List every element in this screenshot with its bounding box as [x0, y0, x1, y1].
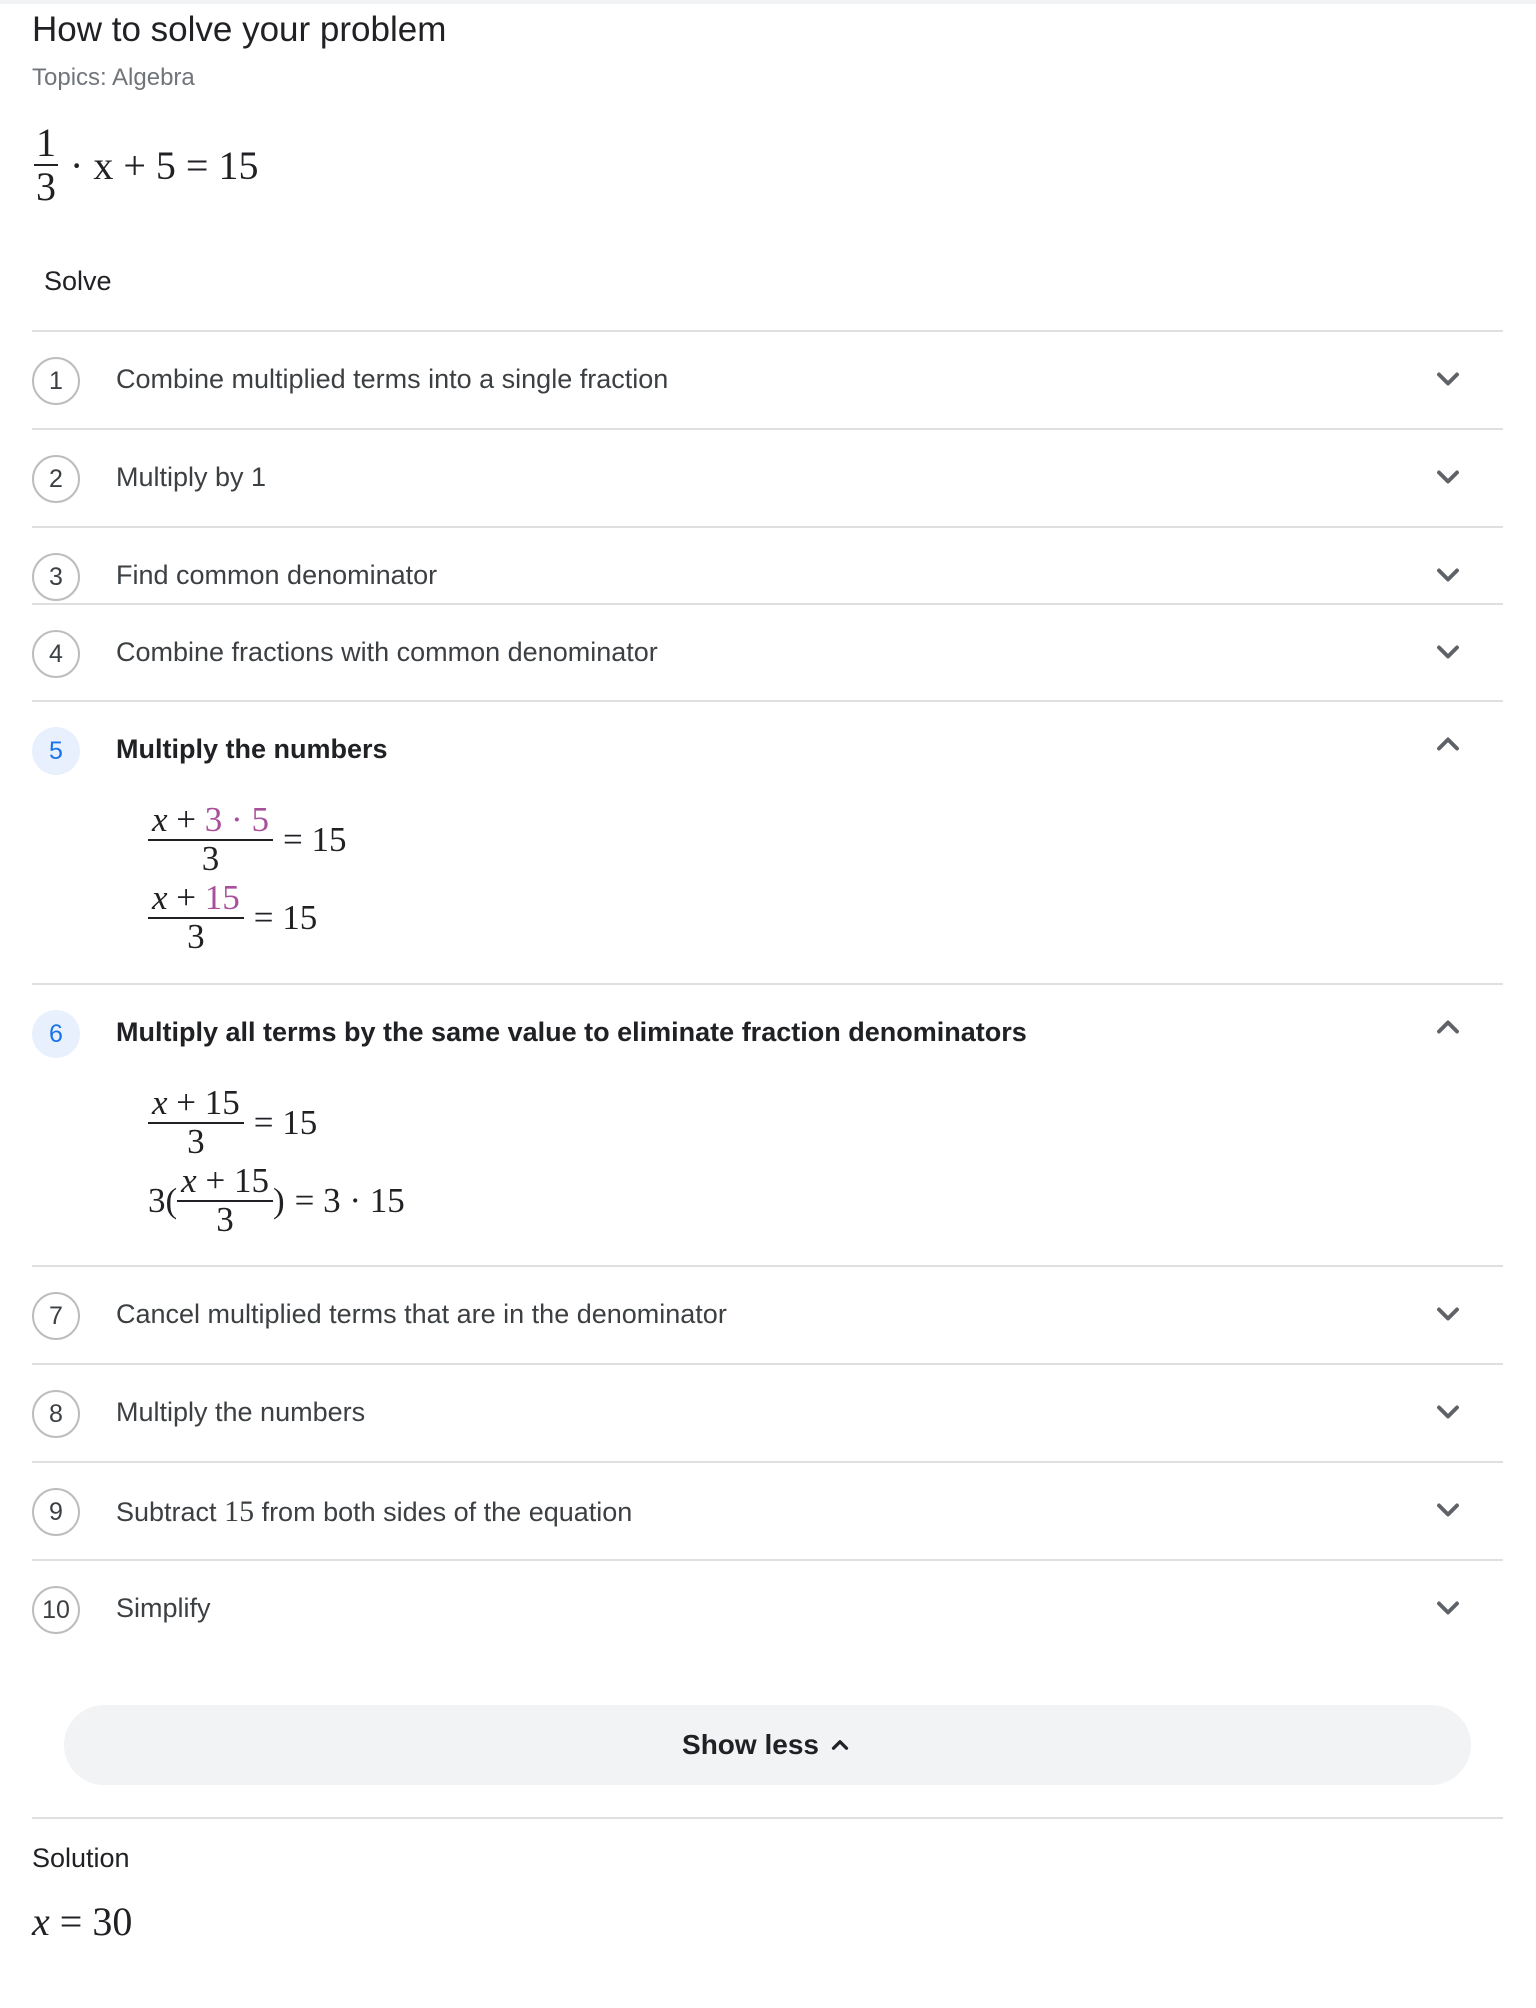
step-title: Multiply by 1 [116, 462, 267, 492]
solution-equation [32, 1898, 132, 1945]
step-5-work-line-1: $\frac{x + 3 \cdot 5}{3}$ = 15 [148, 802, 346, 878]
chevron-down-icon[interactable] [1430, 634, 1466, 670]
work-fraction: $\frac{x + 15}{3}$ [148, 880, 244, 956]
step-7[interactable] [32, 1265, 1503, 1363]
step-number-badge: 2 [32, 455, 80, 503]
step-9[interactable] [32, 1461, 1503, 1559]
solve-heading: Solve [44, 266, 112, 296]
step-title: Multiply the numbers [116, 1397, 366, 1427]
divider [32, 1817, 1503, 1819]
step-2[interactable] [32, 428, 1503, 526]
step-title: Combine multiplied terms into a single fraction [116, 364, 669, 394]
highlighted-term: 15 [204, 878, 240, 917]
step-title: Find common denominator [116, 560, 438, 590]
work-fraction: $\frac{x + 15}{3}$ [148, 1085, 244, 1161]
chevron-down-icon[interactable] [1430, 1394, 1466, 1430]
problem-equation [32, 122, 258, 208]
step-number-badge: 6 [32, 1010, 80, 1058]
page-title: How to solve your problem [32, 10, 447, 49]
step-3[interactable] [32, 526, 1503, 603]
chevron-down-icon[interactable] [1430, 1296, 1466, 1332]
step-6-work-line-1: $\frac{x + 15}{3}$ = 15 [148, 1085, 317, 1161]
step-number-badge: 7 [32, 1292, 80, 1340]
step-6-work-line-2: 3( $\frac{x + 15}{3}$ ) = 3 · 15 [148, 1161, 405, 1239]
problem-fraction-numerator: 1 [36, 120, 56, 165]
show-less-button[interactable] [64, 1705, 1471, 1785]
chevron-down-icon[interactable] [1430, 1590, 1466, 1626]
step-number-badge: 8 [32, 1390, 80, 1438]
problem-fraction-denominator: 3 [36, 164, 56, 209]
step-title: Multiply the numbers [116, 734, 388, 764]
show-less-label: Show less [682, 1729, 819, 1760]
step-title: Subtract 15 from both sides of the equation [116, 1495, 633, 1528]
step-number-badge: 3 [32, 553, 80, 601]
work-fraction: $\frac{x + 3 \cdot 5}{3}$ [148, 802, 273, 878]
work-fraction: $\frac{x + 15}{3}$ [177, 1163, 273, 1239]
chevron-up-icon[interactable] [1430, 726, 1466, 762]
chevron-down-icon[interactable] [1430, 557, 1466, 593]
step-4[interactable] [32, 603, 1503, 700]
step-number-badge: 4 [32, 630, 80, 678]
solution-heading: Solution [32, 1843, 130, 1873]
top-border [0, 0, 1536, 4]
step-title: Multiply all terms by the same value to eliminate fraction denominators [116, 1017, 1027, 1047]
chevron-down-icon[interactable] [1430, 1492, 1466, 1528]
step-10[interactable] [32, 1559, 1503, 1657]
inline-math: 15 [224, 1495, 255, 1528]
solution-variable: x [32, 1899, 50, 1944]
step-6[interactable] [32, 983, 1503, 1265]
step-number-badge: 9 [32, 1488, 80, 1536]
step-number-badge: 10 [32, 1586, 80, 1634]
step-number-badge: 5 [32, 727, 80, 775]
step-number-badge: 1 [32, 357, 80, 405]
step-5-work-line-2: $\frac{x + 15}{3}$ = 15 [148, 880, 317, 956]
chevron-up-icon[interactable] [1430, 1009, 1466, 1045]
step-title: Cancel multiplied terms that are in the denominator [116, 1299, 727, 1329]
step-1[interactable] [32, 330, 1503, 428]
chevron-down-icon[interactable] [1430, 361, 1466, 397]
problem-fraction [32, 122, 60, 208]
chevron-up-icon [827, 1732, 853, 1758]
chevron-down-icon[interactable] [1430, 459, 1466, 495]
step-title: Combine fractions with common denominator [116, 637, 658, 667]
topics-label: Topics: Algebra [32, 64, 195, 91]
step-5[interactable] [32, 700, 1503, 983]
step-8[interactable] [32, 1363, 1503, 1461]
solution-value: = 30 [59, 1899, 133, 1944]
highlighted-term: 3 · 5 [204, 800, 269, 839]
problem-equation-rest: · x + 5 = 15 [70, 142, 259, 188]
step-title: Simplify [116, 1593, 211, 1623]
